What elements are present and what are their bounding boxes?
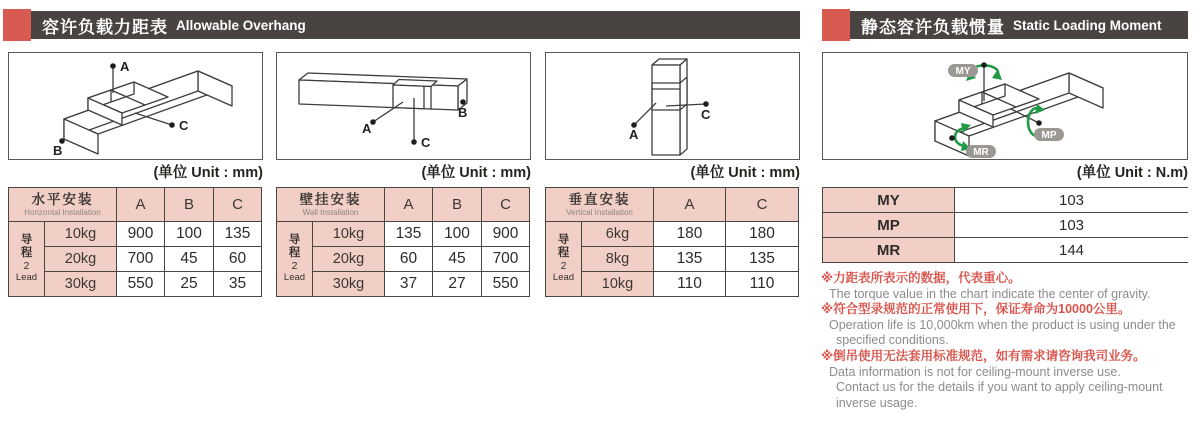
value-cell: 25	[165, 272, 214, 297]
load-cell: 8kg	[582, 247, 654, 272]
col-header-c: C	[726, 188, 799, 222]
point-label-c: C	[179, 118, 189, 133]
unit-label-mm: (单位 Unit : mm)	[690, 165, 800, 181]
note-en-line: Contact us for the details if you want to apply ceiling-mount	[836, 380, 1163, 395]
note-cn-line: ※力距表所表示的数据，代表重心。	[821, 271, 1021, 285]
col-header-a: A	[117, 188, 165, 222]
point-marker-c	[411, 139, 417, 145]
lead-en: Lead	[552, 272, 575, 283]
mr-badge-label: MR	[973, 147, 989, 158]
lead-cell	[546, 222, 582, 297]
my-arrowhead-icon	[992, 69, 1002, 80]
point-label-c: C	[701, 107, 711, 122]
lead-number: 2	[291, 260, 298, 272]
value-cell: 700	[117, 247, 165, 272]
value-cell: 100	[433, 222, 482, 247]
value-cell: 900	[482, 222, 530, 247]
wall-rail-drawing	[277, 53, 530, 159]
table-title-cn: 垂直安装	[568, 192, 631, 207]
point-label-c: C	[421, 135, 431, 150]
value-cell: 110	[726, 272, 799, 297]
table-title-en: Wall Installation	[302, 208, 359, 217]
value-cell: 135	[726, 247, 799, 272]
load-cell: 20kg	[313, 247, 385, 272]
lead-char: 程	[557, 247, 570, 259]
unit-label-mm: (单位 Unit : mm)	[153, 165, 263, 181]
moment-value-cell: 144	[955, 238, 1189, 263]
note-en-line: Operation life is 10,000km when the product is using under the	[829, 317, 1176, 332]
my-badge-label: MY	[955, 66, 971, 77]
load-cell: 10kg	[313, 222, 385, 247]
table-title-cn: 壁挂安装	[299, 192, 362, 207]
load-cell: 10kg	[45, 222, 117, 247]
col-header-c: C	[214, 188, 262, 222]
value-cell: 550	[482, 272, 530, 297]
lead-char: 导	[557, 234, 570, 246]
col-header-b: B	[433, 188, 482, 222]
load-cell: 10kg	[582, 272, 654, 297]
note-en-line: inverse usage.	[836, 395, 918, 410]
value-cell: 45	[433, 247, 482, 272]
point-marker-c	[703, 101, 709, 107]
load-cell: 30kg	[313, 272, 385, 297]
value-cell: 110	[654, 272, 726, 297]
point-label-b: B	[458, 105, 468, 120]
value-cell: 60	[385, 247, 433, 272]
lead-number: 2	[560, 260, 567, 272]
lead-en: Lead	[15, 272, 38, 283]
value-cell: 135	[654, 247, 726, 272]
horizontal-installation-diagram	[8, 52, 263, 160]
left-header-bar	[31, 11, 800, 39]
value-cell: 180	[726, 222, 799, 247]
note-cn-line: ※符合型录规范的正常使用下，保证寿命为10000公里。	[821, 302, 1131, 317]
wall-installation-table	[276, 187, 530, 297]
note-en-line: Data information is not for ceiling-mount inverse use.	[829, 364, 1121, 379]
table-title-cell	[277, 188, 385, 222]
point-marker-c	[169, 122, 175, 128]
rail-shape	[299, 73, 467, 110]
point-marker-b	[460, 99, 466, 105]
right-header-bar	[850, 11, 1188, 39]
right-header-title-cn: 静态容许负载惯量	[861, 17, 1005, 37]
moment-rail-drawing	[823, 53, 1187, 159]
value-cell: 180	[654, 222, 726, 247]
note-en-line: The torque value in the chart indicate the center of gravity.	[829, 286, 1151, 301]
point-marker-a	[110, 63, 116, 69]
header-accent-square-icon	[822, 9, 850, 41]
horizontal-rail-drawing	[9, 53, 262, 159]
lead-char: 程	[20, 247, 33, 259]
lead-char: 导	[20, 234, 33, 246]
my-point-marker	[981, 62, 987, 68]
static-loading-moment-diagram	[822, 52, 1188, 160]
lead-cell	[277, 222, 313, 297]
value-cell: 700	[482, 247, 530, 272]
moment-label-cell: MR	[823, 238, 955, 263]
value-cell: 35	[214, 272, 262, 297]
rail-shape	[64, 71, 232, 154]
moment-label-cell: MY	[823, 188, 955, 213]
lead-number: 2	[23, 260, 30, 272]
table-title-cell	[9, 188, 117, 222]
col-header-b: B	[165, 188, 214, 222]
value-cell: 60	[214, 247, 262, 272]
lead-cell	[9, 222, 45, 297]
note-cn-line: ※倒吊使用无法套用标准规范，如有需求请咨询我司业务。	[821, 348, 1146, 363]
col-header-a: A	[385, 188, 433, 222]
moment-value-cell: 103	[955, 188, 1189, 213]
value-cell: 550	[117, 272, 165, 297]
table-title-en: Horizontal Installation	[24, 208, 101, 217]
moment-label-cell: MP	[823, 213, 955, 238]
value-cell: 135	[214, 222, 262, 247]
value-cell: 37	[385, 272, 433, 297]
left-header-title-cn: 容许负载力距表	[42, 17, 168, 37]
value-cell: 27	[433, 272, 482, 297]
static-loading-moment-table	[822, 187, 1188, 263]
right-section-header	[822, 11, 1188, 39]
mp-badge-label: MP	[1041, 130, 1057, 141]
unit-label-mm: (单位 Unit : mm)	[421, 165, 531, 181]
load-cell: 20kg	[45, 247, 117, 272]
point-label-b: B	[53, 143, 63, 158]
point-label-a: A	[362, 121, 372, 136]
value-cell: 100	[165, 222, 214, 247]
left-header-title-en: Allowable Overhang	[176, 18, 306, 33]
moment-value-cell: 103	[955, 213, 1189, 238]
lead-char: 导	[288, 234, 301, 246]
table-title-cell	[546, 188, 654, 222]
value-cell: 45	[165, 247, 214, 272]
table-title-en: Vertical Installation	[566, 208, 633, 217]
mp-point-marker	[1036, 120, 1042, 126]
lead-en: Lead	[283, 272, 306, 283]
vertical-rail-drawing	[546, 53, 799, 159]
load-cell: 6kg	[582, 222, 654, 247]
point-label-a: A	[629, 127, 639, 142]
notes-block	[821, 271, 1200, 411]
lead-char: 程	[288, 247, 301, 259]
load-cell: 30kg	[45, 272, 117, 297]
unit-label-nm: (单位 Unit : N.m)	[1076, 165, 1188, 181]
vertical-installation-diagram	[545, 52, 800, 160]
value-cell: 900	[117, 222, 165, 247]
value-cell: 135	[385, 222, 433, 247]
note-en-line: specified conditions.	[836, 333, 949, 348]
col-header-a: A	[654, 188, 726, 222]
right-header-title-en: Static Loading Moment	[1013, 18, 1162, 33]
table-title-cn: 水平安装	[31, 192, 94, 207]
point-label-a: A	[120, 59, 130, 74]
horizontal-installation-table	[8, 187, 262, 297]
mr-point-marker	[949, 135, 955, 141]
vertical-installation-table	[545, 187, 799, 297]
left-section-header	[3, 11, 800, 39]
header-accent-square-icon	[3, 9, 31, 41]
col-header-c: C	[482, 188, 530, 222]
wall-installation-diagram	[276, 52, 531, 160]
